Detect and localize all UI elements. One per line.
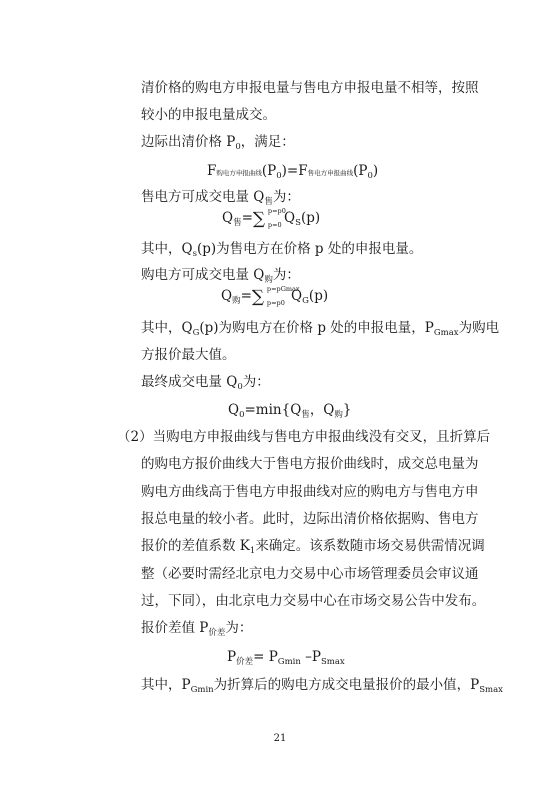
body-line: 过，下同），由北京电力交易中心在市场交易公告中发布。 [141, 593, 486, 609]
body-line: 售电方可成交电量 $Q_售$为： [141, 189, 300, 207]
body-line: 清价格的购电方申报电量与售电方申报电量不相等，按照 [141, 80, 479, 96]
body-line: 较小的申报电量成交。 [141, 107, 276, 123]
body-line: （2）当购电方申报曲线与售电方申报曲线没有交叉，且折算后 [117, 429, 491, 445]
body-line: 购电方可成交电量 $Q_购$为： [141, 267, 300, 285]
body-line: 边际出清价格 $P_0$，满足： [141, 134, 295, 152]
body-line: 最终成交电量 $Q_0$为： [141, 374, 270, 392]
body-line: 报总电量的较小者。此时，边际出清价格依据购、售电方 [141, 511, 479, 527]
body-line: 的购电方报价曲线大于售电方报价曲线时，成交总电量为 [141, 456, 479, 472]
body-line: 方报价最大值。 [141, 347, 236, 363]
page-number: 21 [273, 733, 287, 744]
body-line: 购电方曲线高于售电方申报曲线对应的购电方与售电方申 [141, 484, 479, 500]
body-line: 报价差值 $P_{价差}$为： [141, 620, 253, 638]
summation-icon: ∑ p=p0 p=0 [252, 207, 286, 229]
body-line: 整（必要时需经北京电力交易中心市场管理委员会审议通 [141, 566, 479, 582]
body-line: 其中，$Q_s(p)$为售电方在价格 p 处的申报电量。 [141, 241, 423, 259]
equation-clearing-price: F购电方申报曲线$(P_0)=F$售电方申报曲线$(P_0)$ [207, 163, 379, 181]
body-line: 报价的差值系数 $K_1$来确定。该系数随市场交易供需情况调 [141, 538, 485, 556]
equation-price-difference: $P_{价差}= P_{Gmin}$ $-P_{Smax}$ [227, 649, 345, 667]
equation-buyer-volume: $Q_购=\sum$ p=pGmax p=p0 $Q_G(p)$ [221, 285, 329, 307]
equation-seller-volume: $Q_售=\sum$ p=p0 p=0 $Q_S(p)$ [222, 207, 321, 229]
body-line: 其中，$P_{Gmin}$为折算后的购电方成交电量报价的最小值，$P_{Smax}$ [141, 677, 503, 695]
summation-icon: ∑ p=pGmax p=p0 [251, 285, 300, 307]
body-line: 其中，$Q_G(p)$为购电方在价格 p 处的申报电量，$P_{Gmax}$为购电 [141, 320, 500, 338]
equation-final-volume: $Q_0=\min\{Q_售$，$Q_购$} [228, 402, 352, 420]
